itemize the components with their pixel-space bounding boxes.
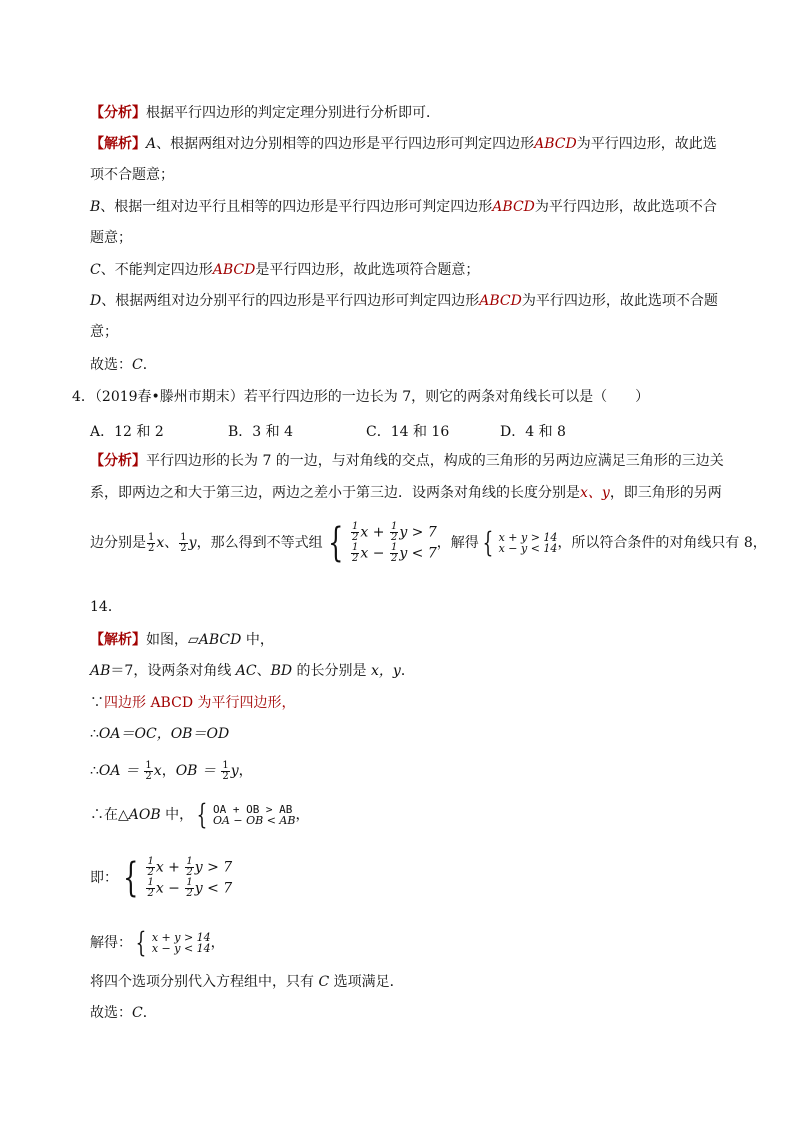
solution-c-text-2: 是平行四边形，故此选项符合题意；: [255, 262, 480, 278]
answer-prefix: 故选：: [90, 1005, 132, 1021]
q4-solution-line9: 将四个选项分别代入方程组中，只有 C 选项满足．: [90, 974, 404, 990]
q3-solution-c: [90, 260, 724, 280]
q3-solution-d: [90, 291, 724, 311]
q3-answer: [90, 355, 724, 375]
q4-solution-line2: AB＝7，设两条对角线 AC、BD 的长分别是 x，y．: [90, 663, 415, 679]
option-label: C．: [366, 424, 391, 440]
option-text: 12 和 2: [114, 424, 164, 440]
solution-a-text-2: 为平行四边形，故此选: [576, 136, 717, 152]
solution-c-text: 、不能判定四边形: [100, 262, 213, 278]
analysis-text: ，那么得到不等式组: [196, 535, 323, 551]
q4-solution-line6: ∴在△AOB 中， { OA + OB > AB OA − OB < AB ，: [90, 798, 310, 831]
abcd-symbol: ABCD: [534, 136, 577, 152]
question-stem: 若平行四边形的一边长为 7，则它的两条对角线长可以是（ ）: [243, 389, 650, 405]
solution-a-text: 、根据两组对边分别相等的四边形是平行四边形可判定四边形: [156, 136, 535, 152]
answer-suffix: ．: [142, 357, 157, 373]
analysis-tag: 【分析】: [90, 453, 146, 469]
q4-solution-line7: 即： { $\frac{1}{2}$ x + $\frac{1}{2}$ y > 7 $\frac{1}{2}$ x − $\frac{1}{2}$ y < 7: [90, 855, 233, 901]
xy-symbol: x、y: [580, 485, 610, 501]
abcd-symbol: ABCD: [492, 199, 535, 215]
q4-answer: [90, 1003, 724, 1023]
option-text: 14 和 16: [390, 424, 450, 440]
solution-d-text-3: 意；: [90, 324, 118, 340]
analysis-text: 平行四边形的长为 7 的一边，与对角线的交点，构成的三角形的另两边应满足三角形的三边关: [146, 453, 724, 469]
q3-solution-a-cont: [90, 165, 724, 185]
analysis-text: ，所以符合条件的对角线只有 8，: [557, 535, 767, 551]
solution-b-text-3: 题意；: [90, 230, 132, 246]
inequality-system: { $\frac{1}{2}$ x + $\frac{1}{2}$ y > 7 $\frac{1}{2}$ x − $\frac{1}{2}$ y < 7: [123, 855, 233, 901]
answer-suffix: ．: [142, 1005, 157, 1021]
analysis-text: ，解得: [436, 535, 479, 551]
answer-prefix: 故选：: [90, 357, 132, 373]
q3-solution-b: [90, 197, 724, 217]
half-fraction: $\frac{1}{2}$: [180, 531, 187, 554]
question-number: 4．: [72, 389, 95, 405]
option-label: A．: [90, 424, 115, 440]
answer-value: C: [132, 1005, 143, 1021]
inequality-system: { $\frac{1}{2}$ x + $\frac{1}{2}$ y > 7 $\frac{1}{2}$ x − $\frac{1}{2}$ y < 7: [327, 520, 437, 566]
q4-solution-line5: ∴OA ＝ $\frac{1}{2}$ x，OB ＝ $\frac{1}{2}$ y，: [90, 759, 253, 782]
analysis-text: 14．: [90, 599, 122, 615]
q4-solution-line8: 解得： { x + y > 14 x − y < 14 ，: [90, 926, 225, 959]
option-d[interactable]: [500, 421, 566, 441]
triangle-system: { OA + OB > AB OA − OB < AB: [196, 798, 296, 831]
analysis-text: 边分别是: [90, 535, 146, 551]
solution-b-text: 、根据一组对边平行且相等的四边形是平行四边形可判定四边形: [100, 199, 493, 215]
option-b[interactable]: [228, 421, 293, 441]
solution-a-text-3: 项不合题意；: [90, 167, 174, 183]
abcd-symbol: ABCD: [479, 293, 522, 309]
option-a[interactable]: [90, 421, 164, 441]
option-c[interactable]: [366, 421, 449, 441]
q3-solution-b-cont: [90, 228, 724, 248]
option-c-label: C: [90, 262, 101, 278]
q3-solution-d-cont: [90, 322, 724, 342]
solution-b-text-2: 为平行四边形，故此选项不合: [534, 199, 717, 215]
q4-analysis-line4: [90, 597, 724, 617]
solution-tag: 【解析】: [90, 136, 146, 152]
option-text: 3 和 4: [252, 424, 294, 440]
option-a-label: A: [146, 136, 157, 152]
option-d-label: D: [90, 293, 102, 309]
option-label: B．: [228, 424, 253, 440]
solution-system: { x + y > 14 x − y < 14: [135, 926, 211, 959]
option-text: 4 和 8: [525, 424, 566, 440]
solution-d-text-2: 为平行四边形，故此选项不合题: [521, 293, 718, 309]
q3-solution-a: [90, 134, 724, 154]
q3-analysis: [90, 103, 724, 123]
q4-analysis-line2: [90, 483, 724, 503]
half-fraction: $\frac{1}{2}$: [148, 531, 155, 554]
solution-d-text: 、根据两组对边分别平行的四边形是平行四边形可判定四边形: [101, 293, 480, 309]
analysis-text: 系，即两边之和大于第三边，两边之差小于第三边．设两条对角线的长度分别是: [90, 485, 580, 501]
analysis-text: ，即三角形的另两: [609, 485, 722, 501]
answer-value: C: [132, 357, 143, 373]
question-source: （2019春•滕州市期末）: [94, 389, 244, 405]
option-label: D．: [500, 424, 526, 440]
q4-analysis-line1: [90, 451, 724, 471]
q4-stem: [72, 387, 724, 407]
analysis-text: 根据平行四边形的判定定理分别进行分析即可．: [146, 105, 440, 121]
solution-system: { x + y > 14 x − y < 14: [482, 526, 558, 559]
analysis-tag: 【分析】: [90, 105, 146, 121]
q4-solution-line3: ∵四边形 ABCD 为平行四边形，: [90, 695, 296, 711]
q4-solution-line1: 【解析】如图，▱ABCD 中，: [90, 632, 274, 648]
abcd-symbol: ABCD: [212, 262, 256, 278]
solution-tag: 【解析】: [90, 632, 146, 648]
option-b-label: B: [90, 199, 101, 215]
q4-solution-line4: ∴OA＝OC，OB＝OD: [90, 726, 230, 742]
q4-analysis-line3: 边分别是 $\frac{1}{2}$ x、 $\frac{1}{2}$ y，那么得到不等式组 { $\frac{1}{2}$ x + $\frac{1}{2}$ y > 7 $\frac{1}{2}$ x − $\frac{1}{2}$ y < 7 ，解得 { x + y > 14 x − y < 14 ，所以符合条件的对角线只有 8，: [90, 520, 767, 566]
